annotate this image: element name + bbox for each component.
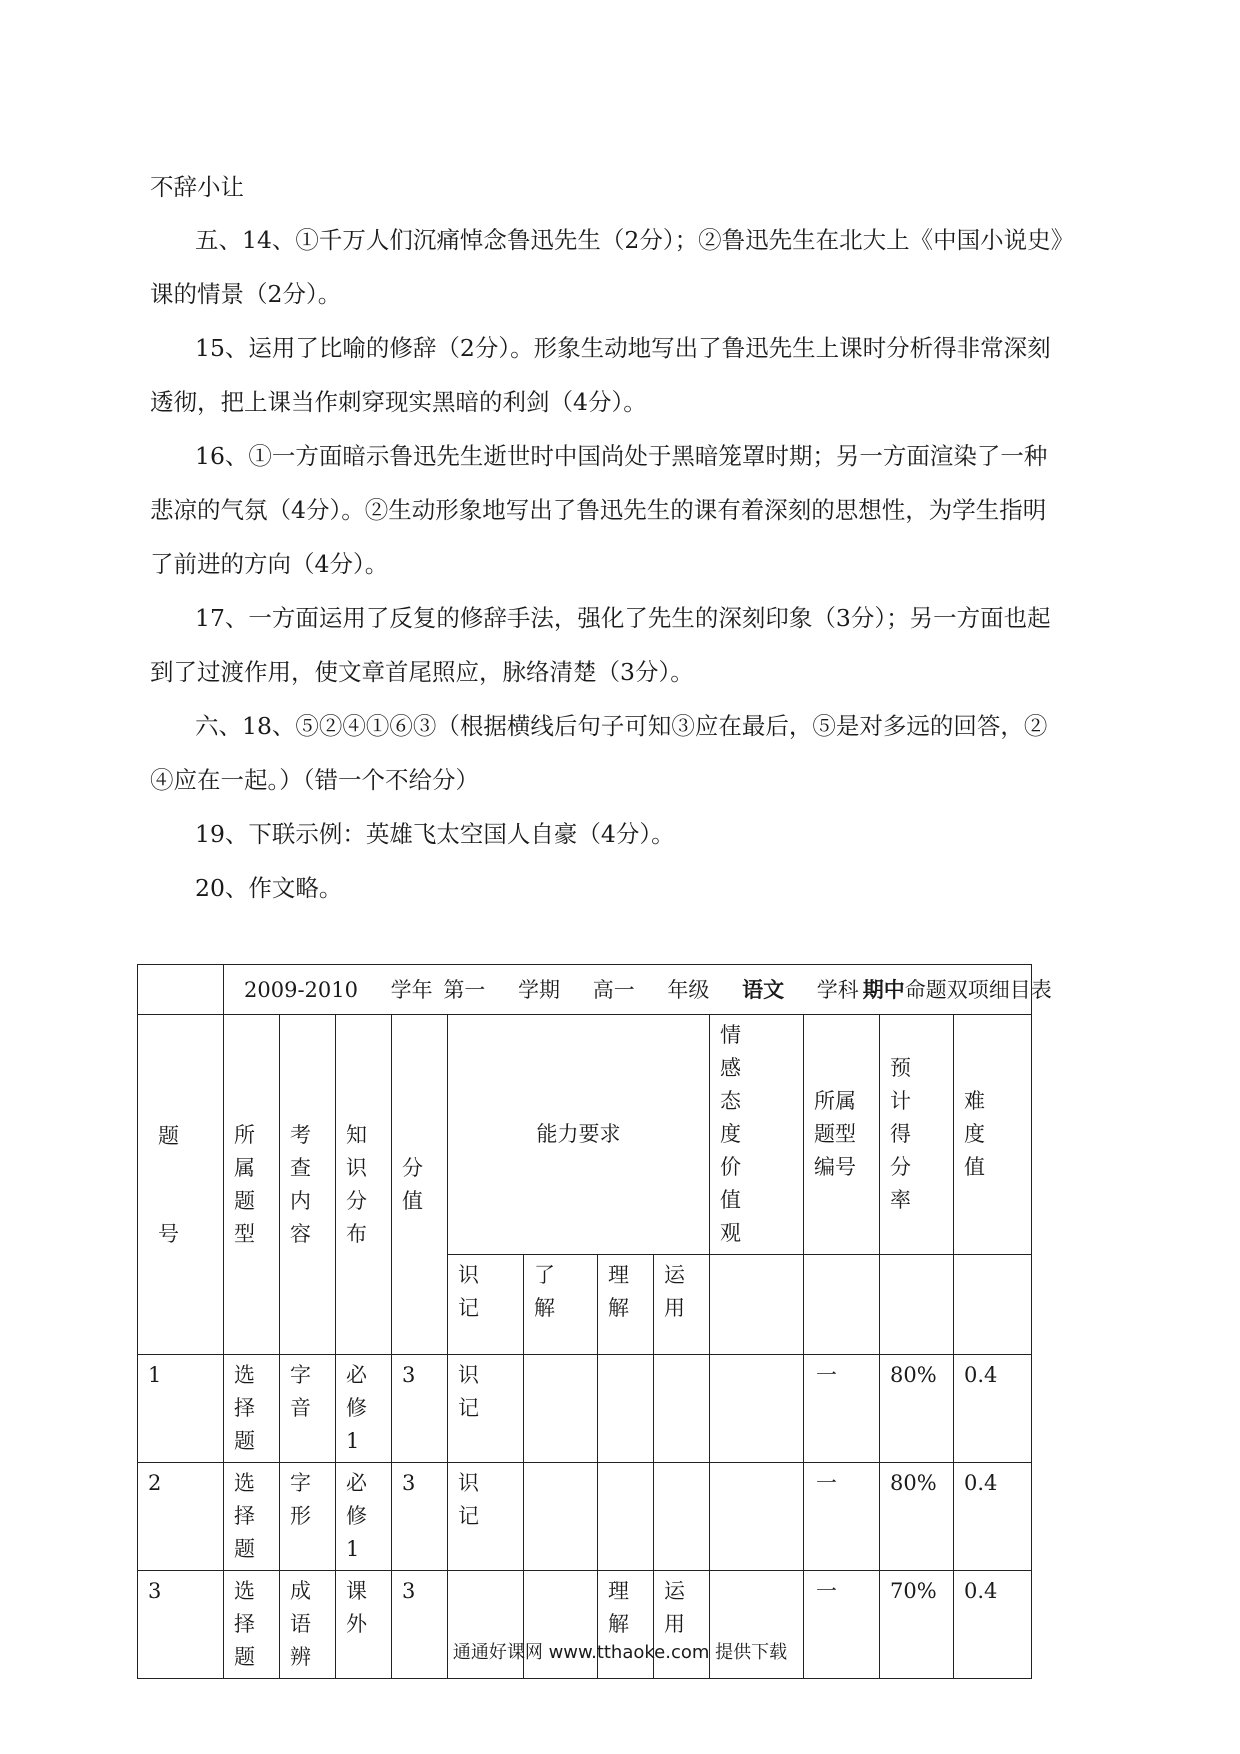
header-liaojie: 了解 [524, 1255, 598, 1355]
paragraph-line: 15、运用了比喻的修辞（2分）。形象生动地写出了鲁迅先生上课时分析得非常深刻 [195, 334, 1051, 362]
header-emotion: 情感态度价值观 [710, 1015, 804, 1255]
header-difficulty-blank [954, 1255, 1032, 1355]
header-yunyong: 运用 [654, 1255, 710, 1355]
cell-lijie [598, 1355, 654, 1463]
cell-difficulty: 0.4 [954, 1355, 1032, 1463]
cell-content: 字形 [280, 1463, 336, 1571]
header-score: 分值 [392, 1015, 448, 1355]
paragraph-line: 17、一方面运用了反复的修辞手法，强化了先生的深刻印象（3分）；另一方面也起 [195, 604, 1051, 632]
title-rest: 命题双项细目表 [904, 977, 1052, 1002]
table-row [138, 1355, 1032, 1463]
cell-no: 1 [138, 1355, 224, 1463]
cell-shiji: 识记 [448, 1355, 524, 1463]
cell-content: 成语辨 [280, 1571, 336, 1679]
header-row [138, 1015, 1032, 1255]
cell-knowledge: 必修1 [336, 1355, 392, 1463]
header-difficulty: 难度值 [954, 1015, 1032, 1255]
cell-difficulty: 0.4 [954, 1571, 1032, 1679]
cell-type: 选择题 [224, 1463, 280, 1571]
cell-score: 3 [392, 1463, 448, 1571]
cell-emotion [710, 1463, 804, 1571]
paragraph-line: 悲凉的气氛（4分）。②生动形象地写出了鲁迅先生的课有着深刻的思想性，为学生指明 [150, 496, 1047, 524]
paragraph-line: 16、①一方面暗示鲁迅先生逝世时中国尚处于黑暗笼罩时期；另一方面渲染了一种 [195, 442, 1048, 470]
header-type: 所属题型 [224, 1015, 280, 1355]
cell-difficulty: 0.4 [954, 1463, 1032, 1571]
header-content: 考查内容 [280, 1015, 336, 1355]
title-nianji: 年级 [667, 977, 710, 1002]
title-term: 第一 [443, 977, 486, 1002]
header-question-no: 题号 [138, 1015, 224, 1355]
header-rate-blank [880, 1255, 954, 1355]
header-shiji: 识记 [448, 1255, 524, 1355]
cell-type-no: 一 [804, 1571, 880, 1679]
paragraph-line: 20、作文略。 [195, 874, 343, 902]
title-subject: 语文 [742, 976, 785, 1002]
cell-liaojie [524, 1355, 598, 1463]
cell-type: 选择题 [224, 1571, 280, 1679]
cell-no: 3 [138, 1571, 224, 1679]
title-xueqi: 学期 [518, 977, 561, 1002]
cell-knowledge: 课外 [336, 1571, 392, 1679]
cell-emotion [710, 1355, 804, 1463]
header-type-no: 所属题型编号 [804, 1015, 880, 1255]
cell-rate: 80% [880, 1355, 954, 1463]
table-title [224, 965, 1052, 1015]
paragraph-line: ④应在一起。）（错一个不给分） [150, 766, 479, 794]
header-expected-rate: 预计得分率 [880, 1015, 954, 1255]
paragraph-line: 课的情景（2分）。 [150, 280, 342, 308]
cell-yunyong: 运用 [654, 1571, 710, 1679]
table-corner-cell [138, 965, 224, 1015]
paragraph-line: 透彻，把上课当作刺穿现实黑暗的利剑（4分）。 [150, 388, 647, 416]
cell-rate: 70% [880, 1571, 954, 1679]
paragraph-line: 了前进的方向（4分）。 [150, 550, 389, 578]
cell-yunyong [654, 1463, 710, 1571]
cell-type: 选择题 [224, 1355, 280, 1463]
cell-lijie [598, 1463, 654, 1571]
header-type-no-blank [804, 1255, 880, 1355]
cell-knowledge: 必修1 [336, 1463, 392, 1571]
cell-rate: 80% [880, 1463, 954, 1571]
title-years: 2009-2010 [244, 977, 358, 1002]
title-exam: 期中 [862, 976, 905, 1002]
title-grade: 高一 [592, 977, 635, 1002]
header-knowledge: 知识分布 [336, 1015, 392, 1355]
cell-type-no: 一 [804, 1463, 880, 1571]
cell-type-no: 一 [804, 1355, 880, 1463]
paragraph-line: 到了过渡作用，使文章首尾照应，脉络清楚（3分）。 [150, 658, 694, 686]
cell-lijie: 理解 [598, 1571, 654, 1679]
cell-yunyong [654, 1355, 710, 1463]
paragraph-line: 六、18、⑤②④①⑥③（根据横线后句子可知③应在最后，⑤是对多远的回答，② [195, 712, 1048, 740]
header-ability: 能力要求 [448, 1015, 710, 1255]
paragraph-line: 五、14、①千万人们沉痛悼念鲁迅先生（2分）；②鲁迅先生在北大上《中国小说史》 [195, 226, 1075, 254]
cell-no: 2 [138, 1463, 224, 1571]
table-title-row [138, 965, 1032, 1015]
table-row [138, 1463, 1032, 1571]
header-emotion-blank [710, 1255, 804, 1355]
cell-score: 3 [392, 1571, 448, 1679]
spec-table [137, 964, 1052, 1679]
cell-content: 字音 [280, 1355, 336, 1463]
cell-liaojie [524, 1463, 598, 1571]
title-xueke: 学科 [816, 977, 859, 1002]
paragraph-line: 19、下联示例：英雄飞太空国人自豪（4分）。 [195, 820, 675, 848]
page-footer: 通通好课网 www.tthaoke.com 提供下载 [452, 1642, 788, 1663]
header-lijie: 理解 [598, 1255, 654, 1355]
title-xuenian: 学年 [390, 977, 433, 1002]
cell-score: 3 [392, 1355, 448, 1463]
paragraph-line: 不辞小让 [150, 173, 244, 201]
cell-shiji: 识记 [448, 1463, 524, 1571]
